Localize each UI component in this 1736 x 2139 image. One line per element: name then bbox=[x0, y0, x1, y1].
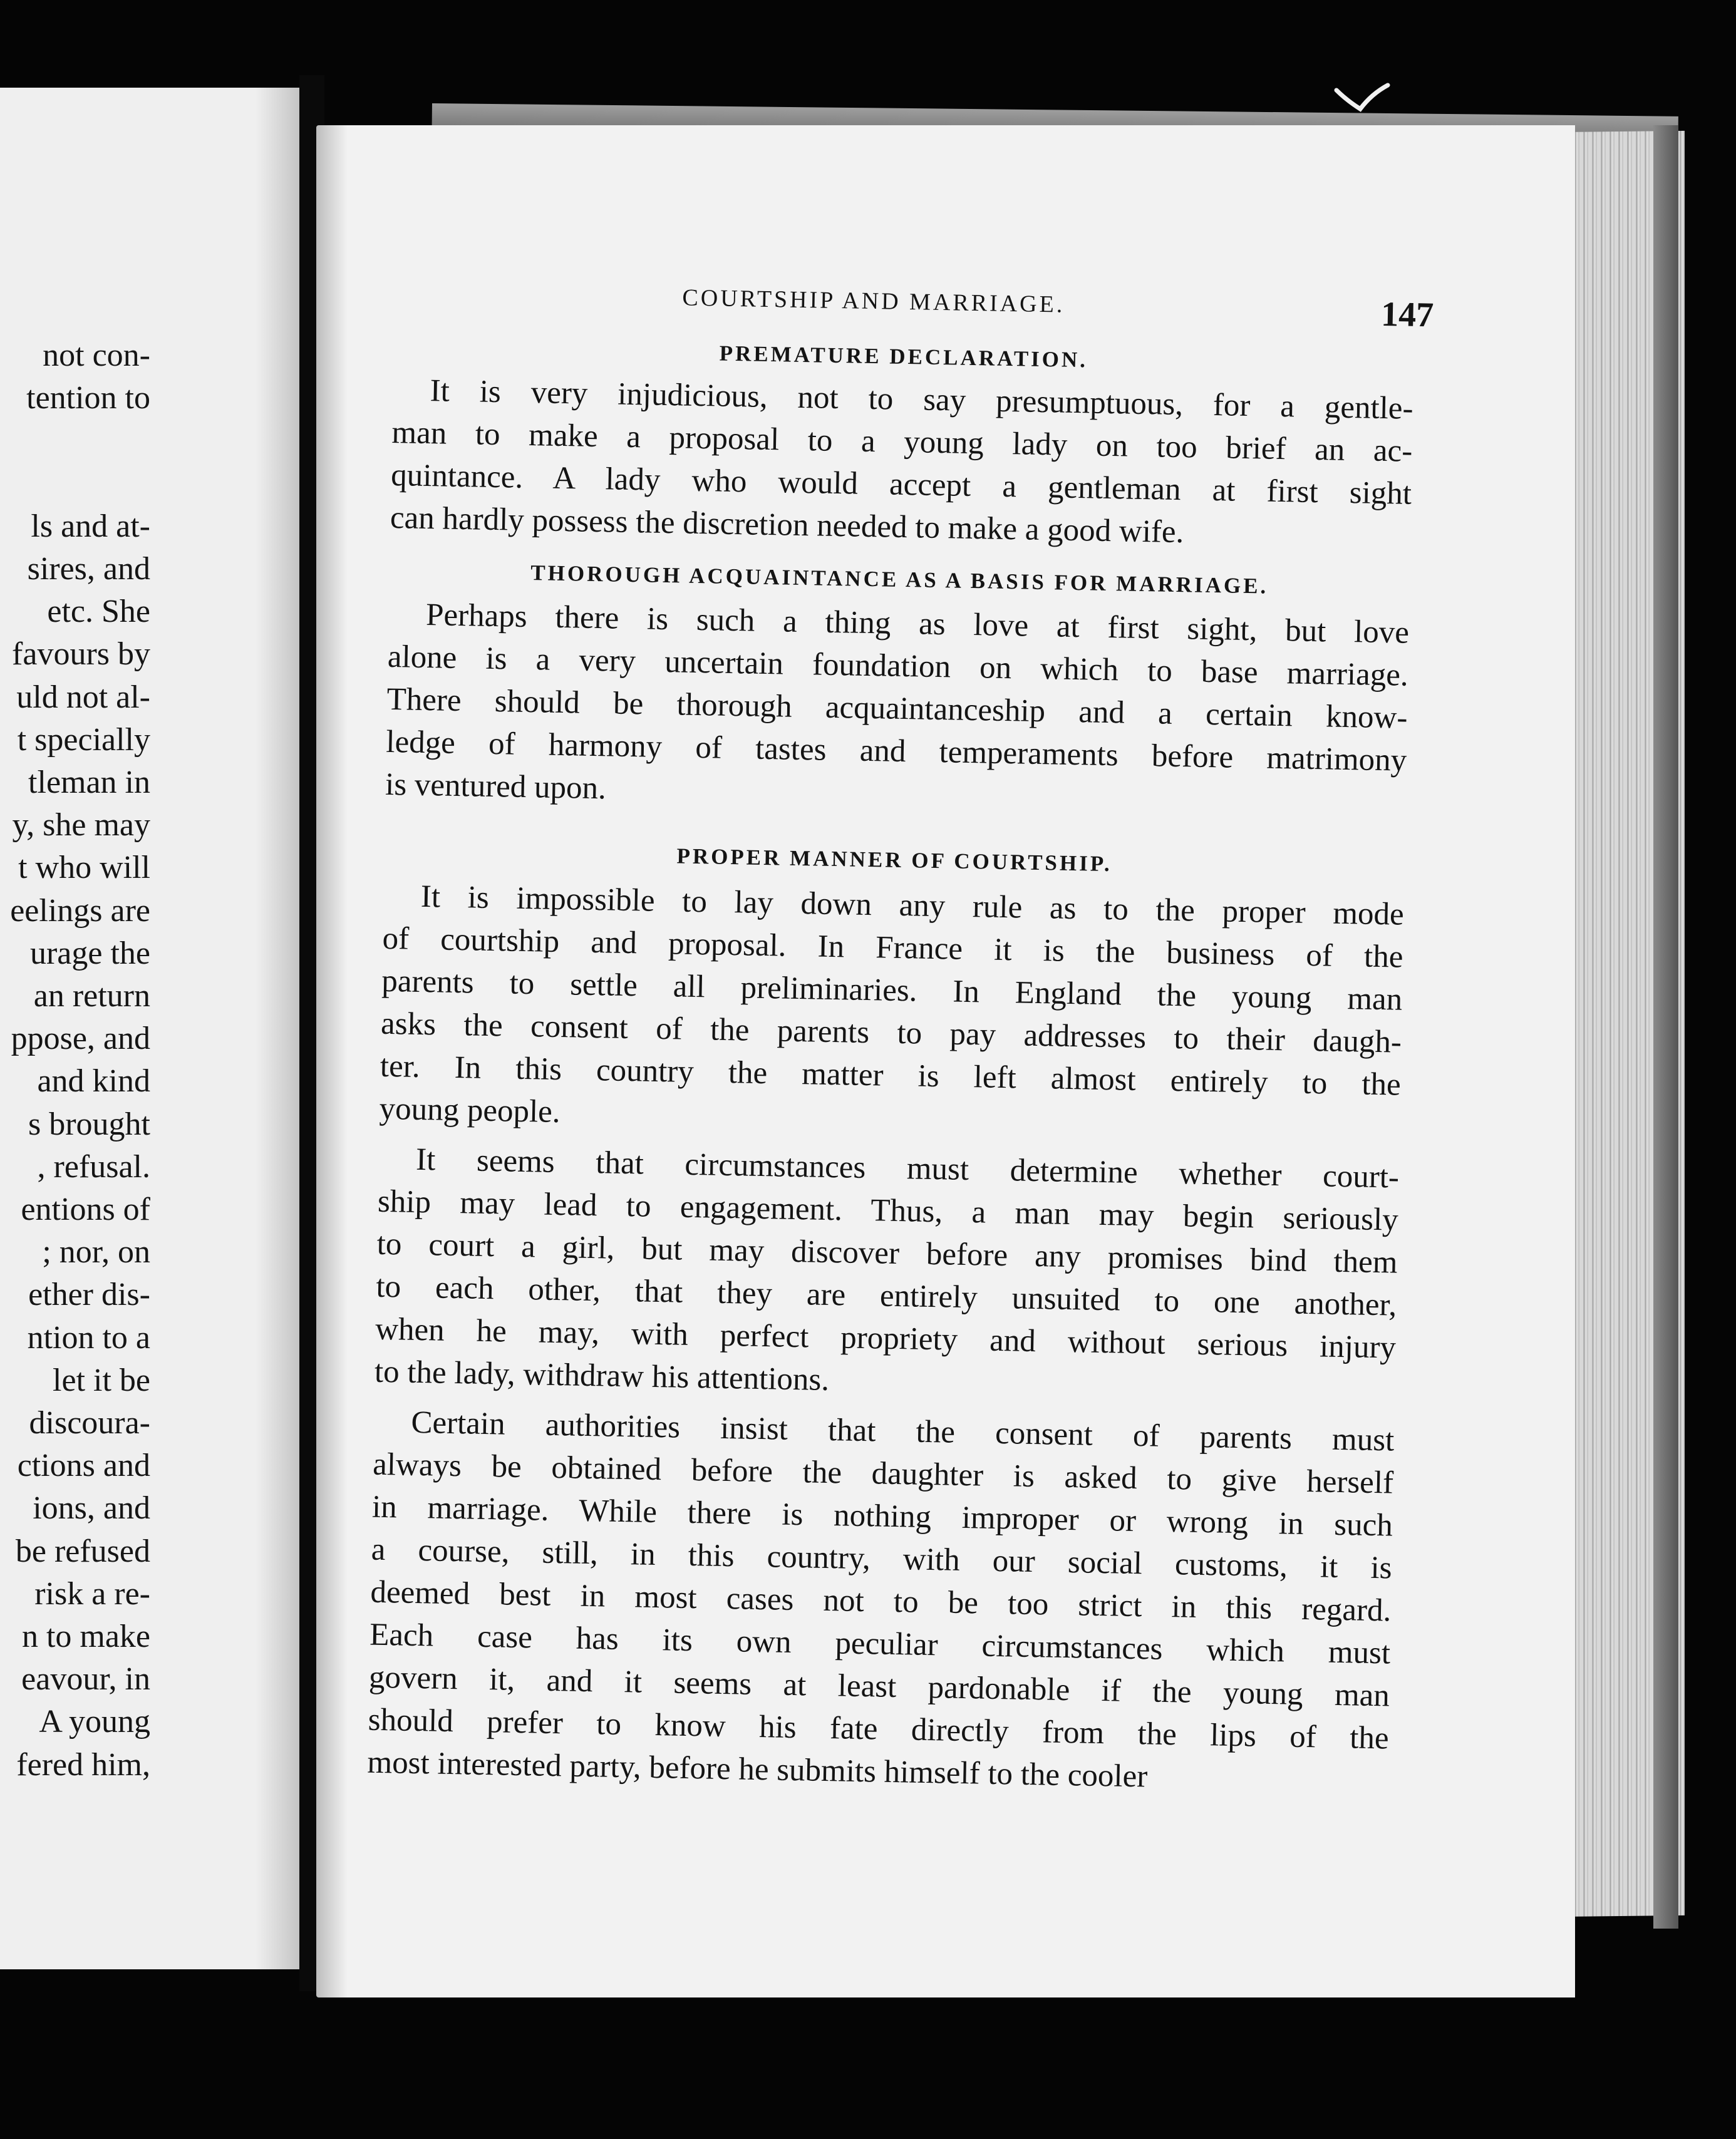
text-line: ship may lead to engagement. Thus, a man may begin seriously bbox=[377, 1183, 1399, 1238]
left-page-line: risk a re- bbox=[34, 1575, 150, 1612]
left-page-line: discoura- bbox=[29, 1405, 150, 1441]
paragraph bbox=[367, 1401, 1395, 1803]
check-mark-icon bbox=[1334, 81, 1390, 119]
text-line: a course, still, in this country, with our social customs, it is bbox=[371, 1532, 1393, 1586]
paragraph bbox=[385, 593, 1410, 825]
text-line: govern it, and it seems at least pardonable if the young man bbox=[368, 1659, 1390, 1714]
text-line: ledge of harmony of tastes and temperaments before matrimony bbox=[385, 724, 1407, 778]
running-title: COURTSHIP AND MARRIAGE. bbox=[682, 284, 1065, 318]
left-page-gutter-shadow bbox=[256, 88, 299, 1969]
left-page-line: let it be bbox=[53, 1362, 150, 1398]
text-line: parents to settle all preliminaries. In England the young man bbox=[381, 963, 1403, 1018]
text-line: to court a girl, but may discover before any promises bind them bbox=[376, 1226, 1398, 1281]
left-page-line: , refusal. bbox=[37, 1148, 150, 1185]
text-line: to each other, that they are entirely unsuited to one another, bbox=[375, 1269, 1397, 1323]
left-page-line: ether dis- bbox=[28, 1277, 150, 1313]
left-page-line: eelings are bbox=[10, 892, 150, 929]
book-cover-right-edge bbox=[1653, 125, 1678, 1929]
paragraph bbox=[379, 875, 1404, 1149]
left-page-line: ntion to a bbox=[27, 1319, 150, 1356]
text-line: when he may, with perfect propriety and without serious injury bbox=[375, 1311, 1397, 1366]
left-page-line: uld not al- bbox=[16, 679, 150, 715]
text-line: man to make a proposal to a young lady on too brief an ac- bbox=[391, 415, 1413, 469]
paragraph bbox=[374, 1138, 1399, 1412]
text-line: It is very injudicious, not to say presumptuous, for a gentle- bbox=[430, 373, 1413, 426]
left-page-line: A young bbox=[39, 1704, 150, 1740]
text-line: to the lady, withdraw his attentions. bbox=[374, 1354, 830, 1398]
text-line: should prefer to know his fate directly from the lips of the bbox=[368, 1702, 1390, 1756]
text-line: It seems that circumstances must determine whether court- bbox=[415, 1142, 1400, 1195]
right-page-gutter-shadow bbox=[316, 125, 348, 1997]
left-page-line: ions, and bbox=[33, 1490, 150, 1527]
section-heading: THOROUGH ACQUAINTANCE AS A BASIS FOR MARRIAGE. bbox=[530, 560, 1269, 599]
left-page-line: n to make bbox=[21, 1619, 150, 1654]
left-page-line: ppose, and bbox=[11, 1021, 150, 1057]
left-page-line: be refused bbox=[15, 1533, 150, 1569]
text-line: There should be thorough acquaintanceship and a certain know- bbox=[386, 681, 1408, 736]
left-page-line: an return bbox=[33, 978, 150, 1014]
text-line: It is impossible to lay down any rule as to the proper mode bbox=[420, 879, 1405, 932]
page-number: 147 bbox=[1380, 294, 1434, 335]
text-line: Perhaps there is such a thing as love at first sight, but love bbox=[425, 597, 1410, 651]
left-page-line: sires, and bbox=[27, 551, 150, 587]
text-line: Each case has its own peculiar circumstances which must bbox=[369, 1617, 1391, 1671]
right-page bbox=[316, 125, 1575, 1997]
text-line: ter. In this country the matter is left almost entirely to the bbox=[380, 1048, 1402, 1103]
left-page-line: eavour, in bbox=[21, 1661, 150, 1698]
text-line: deemed best in most cases not to be too strict in this regard. bbox=[370, 1574, 1392, 1629]
left-page-line: s brought bbox=[28, 1106, 150, 1142]
text-line: in marriage. While there is nothing improper or wrong in such bbox=[371, 1489, 1393, 1544]
text-line: Certain authorities insist that the consent of parents must bbox=[411, 1405, 1395, 1458]
left-facing-page bbox=[0, 88, 299, 1969]
text-line: is ventured upon. bbox=[385, 766, 607, 807]
text-line: most interested party, before he submits himself to the cooler bbox=[367, 1745, 1148, 1795]
section-heading: PROPER MANNER OF COURTSHIP. bbox=[676, 843, 1113, 877]
paragraph bbox=[390, 369, 1413, 558]
text-line: young people. bbox=[379, 1091, 561, 1130]
left-page-line: ctions and bbox=[17, 1448, 150, 1484]
text-line: quintance. A lady who would accept a gentleman at first sight bbox=[390, 457, 1412, 512]
text-line: alone is a very uncertain foundation on which to base marriage. bbox=[387, 639, 1409, 693]
left-page-line: favours by bbox=[12, 636, 150, 673]
text-line: of courtship and proposal. In France it is the business of the bbox=[382, 920, 1403, 975]
left-page-line: t specially bbox=[17, 721, 150, 758]
text-line: always be obtained before the daughter is asked to give herself bbox=[372, 1446, 1394, 1501]
page-text-block bbox=[367, 279, 1434, 1802]
page-sections bbox=[367, 335, 1414, 1802]
text-line: can hardly possess the discretion needed to make a good wife. bbox=[390, 500, 1184, 550]
running-head bbox=[394, 279, 1434, 348]
left-page-line: tention to bbox=[26, 380, 150, 416]
left-page-line: ; nor, on bbox=[42, 1234, 150, 1271]
left-page-line: entions of bbox=[21, 1192, 150, 1227]
left-page-line: etc. She bbox=[47, 594, 150, 630]
left-page-line: fered him, bbox=[16, 1746, 150, 1783]
left-page-line: tleman in bbox=[28, 765, 150, 800]
left-page-line: not con- bbox=[43, 338, 150, 373]
section-heading: PREMATURE DECLARATION. bbox=[719, 341, 1088, 373]
left-page-line: ls and at- bbox=[31, 508, 150, 544]
left-page-line: y, she may bbox=[12, 807, 150, 843]
text-line: asks the consent of the parents to pay addresses to their daugh- bbox=[380, 1006, 1402, 1060]
left-page-line: and kind bbox=[37, 1063, 150, 1100]
left-page-line: urage the bbox=[29, 935, 150, 971]
left-page-line: t who will bbox=[18, 850, 150, 886]
